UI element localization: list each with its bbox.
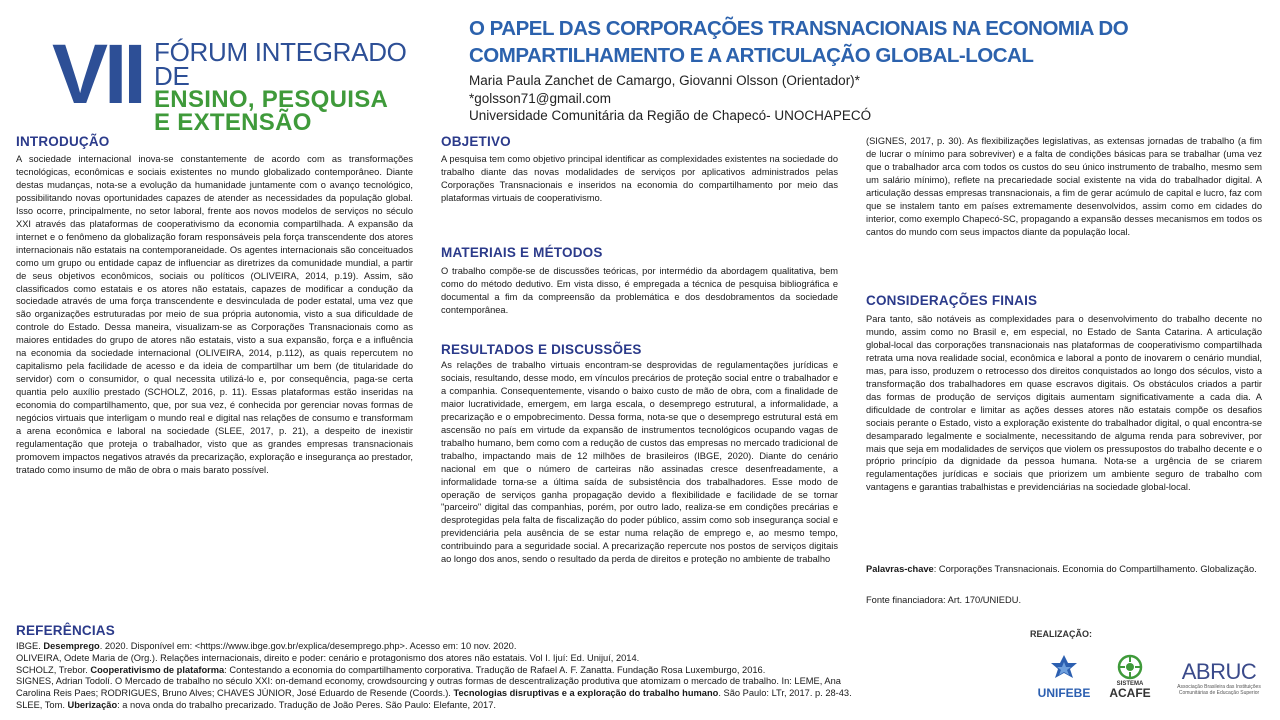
logo-line-2: ENSINO, PESQUISA <box>154 86 389 113</box>
reference-item: Carolina Reis Paes; RODRIGUES, Bruno Alves; CHAVES JÚNIOR, José Eduardo de Resende (Coords.). Tecnologias disruptivas e a exploração do trabalho humano. São Paulo: LTr, 2017. p. 28-43. <box>16 688 852 699</box>
logo-roman-numeral: VII <box>52 27 143 121</box>
materiais-text: O trabalho compõe-se de discussões teóricas, por intermédio da abordagem qualitativa, bem como do método dedutivo. Em vista disso, é empregada a técnica de pesquisa bibliográfica e documental a fim da compreensão da problemática e dos desdobramentos da sociedade contemporânea. <box>441 266 838 315</box>
reference-item: IBGE. Desemprego. 2020. Disponível em: <https://www.ibge.gov.br/explica/desemprego.php>. Acesso em: 10 nov. 2020. <box>16 641 517 651</box>
acafe-top-label: SISTEMA <box>1116 681 1144 687</box>
consideracoes-text: Para tanto, são notáveis as complexidades para o desenvolvimento do trabalho decente no mundo, assim como no Brasil e, em especial, no Estado de Santa Catarina. A articulação global-local das corporações transnacionais nas plataformas de cooperativismo compartilhada retrata uma nova realidade social, econômica e laboral a ponto de inovarem o cenário mundial, mas, para isso, produzem o retrocesso dos direitos conquistados ao longo dos séculos, visto a transformação dos trabalhadores em quase escravos digitais. Os obstáculos criados a partir das formas de produção de serviços digitais aumentam significativamente a cada dia. A dificuldade de controlar e limitar as ações desses atores não estatais compõe os desafios sociais perante o Estado, visto a exploração existente do trabalhador digital, o qual encontra-se desamparado legalmente e socialmente, necessitando de alguma renda para sobreviver, por mais que seja em modalidades de serviços que violem os pressupostos do trabalho decente e o próprio princípio da dignidade da pessoa humana. Nota-se a urgência de se criarem regulamentações jurídicas e sociais que priorizem um ambiente seguro de trabalho com vantagens e garantias trabalhistas e previdenciárias na sociedade global-local. <box>866 314 1262 493</box>
abruc-logo <box>1172 660 1266 696</box>
introducao-text: A sociedade internacional inova-se constantemente de acordo com as transformações tecnológicas, econômicas e sociais existentes no mundo globalizado contemporâneo. Diante destas mudanças, nota-se a evolução da humanidade juntamente com o avanço tecnológico, possibilitando novas oportunidades capazes de atender as necessidades da população global. Isso ocorre, principalmente, no setor laboral, frente aos novos modelos de serviços no século XXI através das plataformas de cooperativismo da economia compartilhada. A expansão da internet e o fenômeno da globalização foram responsáveis pela força transcendente dos atores internacionais não estatais na contemporaneidade. Os agentes internacionais são conceituados como um grupo ou entidade capaz de influenciar as diretrizes da comunidade mundial, a partir de seus objetivos econômicos, sociais ou políticos (OLIVEIRA, 2014, p.19). Assim, são classificados como estatais e os atores não estatais, capazes de modificar a condução da sociedade através de uma força transcendente e desvinculada de poder estatal, uma vez que são organizações estruturadas por meio de sua própria autonomia, visto a sua dificuldade de controle do Estado. Dessa maneira, visualizam-se as Corporações Transnacionais como as maiores entidades do grupo de atores não estatais, visto a sua expansão, força e a influência na economia da sociedade internacional (OLIVEIRA, 2014, p.112), as quais repercutem no capitalismo pela facilidade de acesso e da ideia de compartilhar um bem (de titularidade do servidor) com o consumidor, o qual necessita utilizá-lo e, por consequência, paga-se certa quantia pelo auxílio prestado (SCHOLZ, 2016, p. 11). Essas plataformas estão inseridas na economia do compartilhamento, que, por sua vez, é conhecida por gerenciar novas formas de negócios virtuais que interligam o mundo real e digital nas relações de consumo e transformam a arena econômica e laboral na sociedade (SLEE, 2017, p. 21), a despeito de inexistir regulamentação que proteja o trabalhador, visto que as grandes empresas transnacionais promovem impactos negativos através da precarização, exploração e insegurança ao prestador, tratado como insumo de mão de obra o mais barato possível. <box>16 154 413 475</box>
unifebe-logo <box>1036 654 1092 700</box>
forum-logo <box>52 27 412 136</box>
introducao-heading: INTRODUÇÃO <box>16 134 110 149</box>
resultados-heading: RESULTADOS E DISCUSSÕES <box>441 342 642 357</box>
abruc-name: ABRUC <box>1181 659 1257 684</box>
acafe-logo <box>1100 654 1160 699</box>
author-email: *golsson71@gmail.com <box>469 90 612 106</box>
realizacao-label: REALIZAÇÃO: <box>1030 629 1092 639</box>
consideracoes-heading: CONSIDERAÇÕES FINAIS <box>866 293 1038 308</box>
resultados-continuation: (SIGNES, 2017, p. 30). As flexibilizações legislativas, as extensas jornadas de trabalho (a fim de lucrar o mínimo para sobreviver) e a falta de condições básicas para se trabalhar (uma vez que o trabalhador arca com todos os custos do seu único instrumento de trabalho, mesmo sem um salário mínimo), reflete na precariedade social existente na vida do trabalhador digital. A articulação dessas empresas transnacionais, a fim de gerar acúmulo de capital e lucro, faz com que se instalem tanto em países extremamente desenvolvidos, assim como em cidades do interior, como exemplo Chapecó-SC, propagando a expansão desses mecanismos em todos os cantos do mundo com seus impactos diante da população local. <box>866 136 1262 237</box>
reference-item: SCHOLZ, Trebor. Cooperativismo de plataforma: Contestando a economia do compartilhamento corporativa. Tradução de Rafael A. F. Zanatta. Fundação Rosa Luxemburgo, 2016. <box>16 664 766 675</box>
objetivo-text: A pesquisa tem como objetivo principal identificar as complexidades existentes na sociedade do trabalho diante das novas modalidades de serviços por aplicativos administrados pelas Corporações Transnacionais e inseridos na economia do compartilhamento por meio das plataformas virtuais de cooperativismo. <box>441 154 838 203</box>
reference-list <box>16 641 1016 712</box>
abruc-subtitle-2: Comunitárias de Educação Superior <box>1178 690 1260 696</box>
reference-item: OLIVEIRA, Odete Maria de (Org.). Relações internacionais, direito e poder: cenário e protagonismo dos atores não estatais. Vol I. Ijuí: Ed. Unijuí, 2014. <box>16 652 640 663</box>
acafe-name: ACAFE <box>1109 686 1151 700</box>
keywords-label: Palavras-chave <box>866 564 934 574</box>
logo-line-3: E EXTENSÃO <box>154 109 312 136</box>
author-names: Maria Paula Zanchet de Camargo, Giovanni Olsson (Orientador)* <box>469 73 860 88</box>
referencias-heading: REFERÊNCIAS <box>16 623 115 638</box>
author-block <box>469 72 871 125</box>
keywords <box>866 563 1262 576</box>
abruc-subtitle-1: Associação Brasileira das Instituições <box>1177 684 1261 690</box>
objetivo-heading: OBJETIVO <box>441 134 511 149</box>
funding-source: Fonte financiadora: Art. 170/UNIEDU. <box>866 595 1022 605</box>
unifebe-emblem-icon <box>1049 654 1079 684</box>
reference-item: SIGNES, Adrian Todolí. O Mercado de trabalho no século XXI: on-demand economy, crowdsourcing y outras formas de descentralização produtiva que atomizam o mercado de trabalho. In: LEME, Ana <box>16 676 841 687</box>
logo-text <box>154 37 412 136</box>
poster-title-line-1: O PAPEL DAS CORPORAÇÕES TRANSNACIONAIS NA ECONOMIA DO <box>469 17 1129 40</box>
reference-item: SLEE, Tom. Uberização: a nova onda do trabalho precarizado. Tradução de João Peres. São Paulo: Elefante, 2017. <box>16 699 496 710</box>
materiais-heading: MATERIAIS E MÉTODOS <box>441 245 603 260</box>
unifebe-name: UNIFEBE <box>1037 686 1091 700</box>
resultados-text: As relações de trabalho virtuais encontram-se desprovidas de regulamentações jurídicas e sociais, resultando, desse modo, em vínculos precários de proteção social entre o trabalhador e a companhia. Consequentemente, visando o baixo custo de mão de obra, com a finalidade de maior lucratividade, emergem, em larga escala, o desemprego estrutural, a informalidade, a precarização e o empobrecimento. Dessa forma, nota-se que o desemprego estrutural está em ascensão no país em virtude da expansão de instrumentos tecnológicos ocupando vagas de trabalho humano, bem como com a redução de custos das empresas no mercado tradicional de trabalho, impactando mais de 12 milhões de brasileiros (IBGE, 2020). Diante do cenário nacional em que o número de carteiras não assinadas cresce desenfreadamente, a informalidade torna-se a última saída de subsistência dos trabalhadores. Esse modo de operação de serviços ganha propagação devido a flexibilidade e facilidade de se tornar "parceiro" digital das companhias, porém, por outro lado, realiza-se em condições precárias e desprotegidas pela falta de fiscalização do poder público, assim como sob insegurança social e previdenciária pela ausência de se estar numa relação de emprego e, ao mesmo tempo, contribuindo para a seguridade social. A precarização repercute nos postos de serviços digitais ao longo dos anos, sendo o resultado da perda de direitos e proteção no ambiente de trabalho <box>441 360 838 565</box>
acafe-emblem-icon <box>1116 654 1144 680</box>
author-institution: Universidade Comunitária da Região de Chapecó- UNOCHAPECÓ <box>469 108 872 123</box>
poster-title-line-2: COMPARTILHAMENTO E A ARTICULAÇÃO GLOBAL-LOCAL <box>469 44 1034 67</box>
keywords-text: : Corporações Transnacionais. Economia do Compartilhamento. Globalização. <box>933 564 1257 574</box>
poster-title <box>469 15 1259 69</box>
logo-line-1: FÓRUM INTEGRADO DE <box>154 37 407 91</box>
